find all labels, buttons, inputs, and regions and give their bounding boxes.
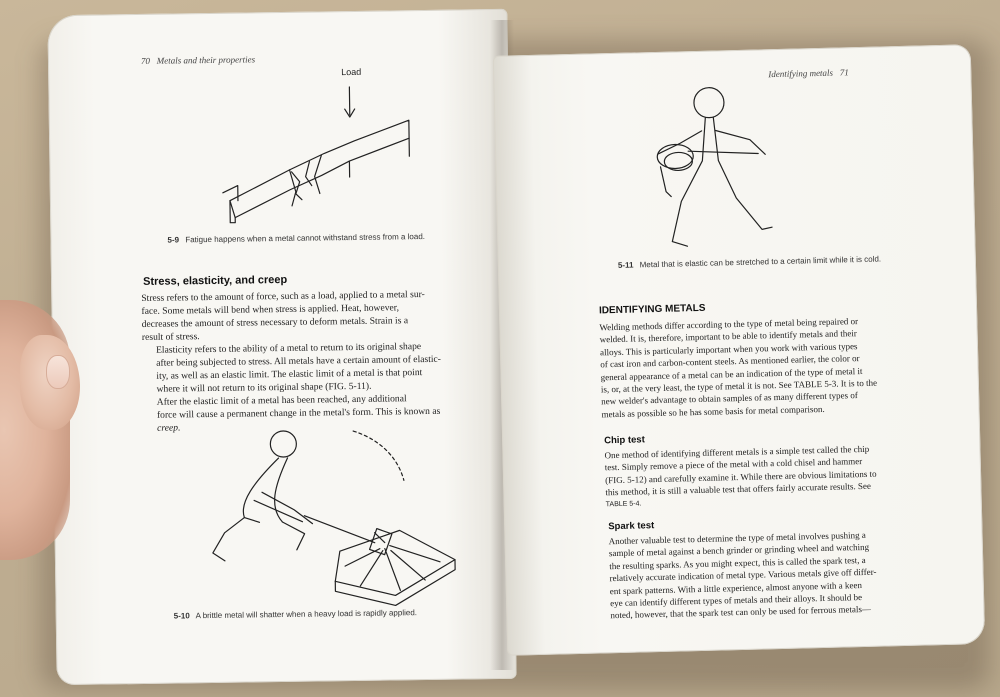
fig-5-10-caption-text: A brittle metal will shatter when a heavy load is rapidly applied. [195,608,418,621]
text-line: ity, as well as an elastic limit. The elastic limit of a metal is that point [156,367,423,382]
thumbnail [46,355,70,389]
fig-5-9-number: 5-9 [167,235,180,245]
text-line: force will cause a permanent change in the metal's form. This is known as [156,405,441,421]
heading-spark-test: Spark test [608,520,655,533]
fig-5-9-illustration [208,80,430,233]
paragraph-elasticity [142,339,478,396]
fig-5-11-caption-text: Metal that is elastic can be stretched to a certain limit while it is cold. [639,254,882,270]
text-line: eye can identify different types of metals and their alloys. It should be [610,592,863,609]
text-line: where it will not return to its original shape (FIG. 5-11). [156,380,372,395]
section-body-stress [141,287,478,435]
text-line: After the elastic limit of a metal has been reached, any additional [156,393,407,408]
text-line: welded. It is, therefore, important to be able to identify metals and their [599,328,857,345]
text-line: result of stress. [141,331,200,343]
right-page [493,44,986,655]
fig-5-9-caption-text: Fatigue happens when a metal cannot withstand stress from a load. [185,231,426,245]
text-line: creep. [157,422,181,434]
section-body-identifying [599,314,921,421]
text-line: sample of metal against a bench grinder or grinding wheel and watching [608,542,870,559]
fig-5-10-illustration [183,419,476,613]
section-body-spark-test [608,527,930,622]
left-running-title: Metals and their properties [156,54,256,66]
text-line: test. Simply remove a piece of the metal with a cold chisel and hammer [604,456,863,473]
fig-5-11-illustration [638,78,832,263]
text-line: the resulting sparks. As you might expect, this is called the spark test, a [609,554,866,572]
text-line: face. Some metals will bend when stress is applied. Heat, however, [141,302,400,317]
text-line: after being subjected to stress. All metals have a certain amount of elastic- [156,353,442,369]
heading-identifying-metals: IDENTIFYING METALS [598,302,706,317]
text-line: ent spark patterns. With a little experience, almost anyone with a keen [609,579,863,596]
left-page-number: 70 [140,55,151,66]
text-line: One method of identifying different metals is a simple test called the chip [604,443,870,461]
paragraph-stress [141,287,477,344]
section-heading-stress: Stress, elasticity, and creep [142,273,288,288]
text-line: (FIG. 5-12) and carefully examine it. While there are obvious limitations to [605,468,877,486]
left-page [47,9,516,685]
fig-5-11-number: 5-11 [617,260,634,270]
text-line: Welding methods differ according to the type of metal being repaired or [599,316,859,333]
text-line: TABLE 5-4. [605,500,642,508]
text-line: decreases the amount of stress necessary to deform metals. Strain is a [141,315,409,330]
text-line: of cast iron and carbon-content steels. As mentioned earlier, the color or [600,353,860,370]
text-line: this method, it is still a valuable test that offers fairly accurate results. See [605,481,872,498]
fig-5-9-caption [167,232,425,245]
right-page-number: 71 [839,67,849,78]
text-line: Stress refers to the amount of force, such as a load, applied to a metal sur- [141,289,425,304]
text-line: noted, however, that the spark test can only be used for ferrous metals— [610,604,872,621]
text-line: Elasticity refers to the ability of a metal to return to its original shape [155,341,422,356]
fig-5-9-load-label: Load [341,66,362,78]
text-line: relatively accurate indication of metal type. Various metals give off differ- [609,566,877,584]
fig-5-10-number: 5-10 [173,611,190,621]
text-line: new welder's advantage to obtain samples of as many different types of [601,390,858,407]
left-running-head [141,54,255,66]
right-running-title: Identifying metals [768,67,834,80]
text-line: general appearance of a metal can be an indication of the type of metal it [600,365,863,383]
section-body-chip-test [604,442,925,512]
text-line: metals as possible so he has some basis for metal comparison. [601,403,825,420]
text-line: is, or, at the very least, the type of metal it is not. See TABLE 5-3. It is to the [600,377,878,395]
text-line: Another valuable test to determine the type of metal involves pushing a [608,529,866,547]
heading-chip-test: Chip test [604,434,645,447]
text-line: alloys. This is particularly important when you work with various types [599,340,858,358]
